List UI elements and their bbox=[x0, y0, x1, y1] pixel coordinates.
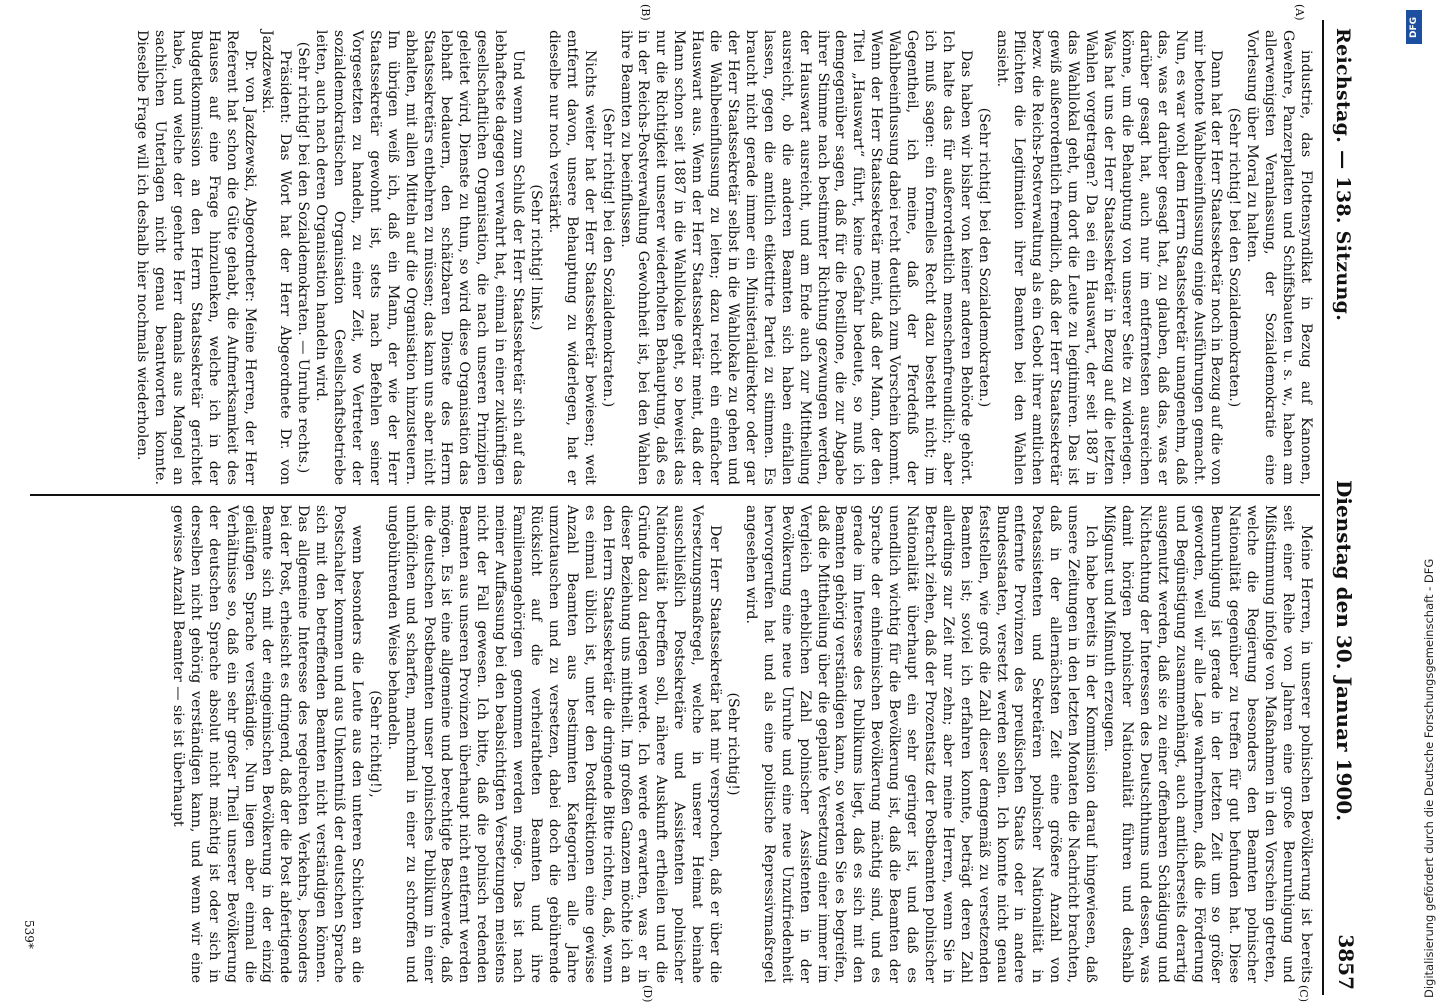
signature-mark: 539* bbox=[22, 920, 36, 949]
right-column-paragraph: wenn besonders die Leute aus den unteren Schichten an die Postschalter kommen und aus Unkenntniß der deutschen Sprache sich mit den betreffenden Beamten nicht verständigen können. Das allgemeine Interesse des regelrechten Verkehrs, besonders bei der Post, erheischt es dringend, daß der die Post abfertigende Beamte sich mit der eingeimischen Bevölkerung in der einzig geläufigen Sprache verständige. Nun liegen aber einmal die Verhältnisse so, daß ein sehr großer Theil unserer Bevölkerung der deutschen Sprache absolut nicht mächtig ist oder sich in derselben nicht gehörig verständigen kann, und wenn wir eine gewisse Anzahl Beamter — sie ist überhaupt bbox=[169, 505, 365, 983]
margin-marker-b: (B) bbox=[639, 4, 652, 21]
header-rule bbox=[1322, 20, 1324, 995]
left-column-paragraph: Nichts weiter hat der Herr Staatssekretär bewiesen; weit entfernt davon, unsere Behauptung zu widerlegen, hat er dieselbe nur noch verstärkt. bbox=[545, 30, 598, 485]
margin-marker-d: (D) bbox=[641, 985, 654, 1002]
left-column-paragraph: Dr. von Jazdzewski, Abgeordneter: Meine Herren, der Herr Referent hat schon die Güte gehabt, die Aufmerksamkeit des Hauses auf eine Frage hinzulenken, welche ich in der Budgetkommission an den Herrn Staatssekretär gerichtet habe, und welche der geehrte Herr damals aus Mangel an sachlichen Unterlagen nicht genau beantworten konnte. Dieselbe Frage will ich deshalb hier nochmals wiederholen. bbox=[134, 30, 258, 485]
left-column-paragraph: (Sehr richtig! bei den Sozialdemokraten. — Unruhe rechts.) bbox=[295, 41, 312, 474]
header-date: Dienstag den 30. Januar 1900. bbox=[1332, 480, 1356, 822]
right-column bbox=[168, 505, 1314, 983]
left-column-paragraph: (Sehr richtig! links.) bbox=[528, 184, 545, 331]
right-column-paragraph: Meine Herren, in unserer polnischen Bevölkerung ist bereits seit einer Reihe von Jahren eine große Beunruhigung und Mißstimmung infolge von Maßnahmen in den Vorschein getreten, welche die Regierung besonders den Beamten polnischer Nationalität gegenüber zu treffen für gut befunden hat. Diese Beunruhigung ist gerade in der letzten Zeit um so größer geworden, weil wir alle Lage wahrnehmen, daß die Förderung und Begünstigung zusammenhängt, auch amtlicherseits derartig ausgenutzt werden, daß sie zu einer offenbaren Schädigung und Nichtachtung der Interessen des Deutschthums und dessen, was damit hörigen polnischer Nationalität führen und deshalb Mißgunst und Mißmuth erzeugen. bbox=[1101, 505, 1314, 983]
right-column-paragraph: Der Herr Staatssekretär hat mir versprochen, daß er über die Versetzungsmaßregel, welche in unserer Heimat beinahe ausschließlich Postsekretäre und Assistenten polnischer Nationalität betreffen soll, nähere Auskunft ertheilen und die Gründe dazu darlegen werde. Ich werde erwarten, was er in dieser Beziehung uns mittheilt. Im großen Ganzen möchte ich an den Herrn Staatssekretär die dringende Bitte richten, daß, wenn es einmal üblich ist, unter den Postdirektionen eine gewisse Anzahl Beamten aus bestimmten Kategorien alle Jahre umzutauschen und zu versetzen, dabei doch die gebührende Rücksicht auf die verheiratheten Beamten und ihre Familienangehörigen genommen werden möge. Das ist nach meiner Auffassung bei den beabsichtigten Versetzungen meistens nicht der Fall gewesen. Ich bitte, daß die polnisch redenden Beamten aus unseren Provinzen überhaupt nicht entfernt werden mögen. Es ist eine allgemeine und berechtigte Beschwerde, daß die deutschen Postbeamten unser polnisches Publikum in einer unhöflichen und scharfen, manchmal in einer zu schroffen und ungebührenden Weise behandeln. bbox=[384, 505, 724, 983]
column-separator bbox=[30, 494, 1320, 496]
margin-marker-c: (C) bbox=[1297, 985, 1310, 1002]
header-left: Reichstag. — 138. Sitzung. bbox=[1332, 28, 1354, 322]
left-column-paragraph: Präsident: Das Wort hat der Herr Abgeordnete Dr. von Jazdzewski. bbox=[259, 30, 294, 485]
watermark-text: Digitalisierung gefördert durch die Deutsche Forschungsgemeinschaft - DFG bbox=[1422, 558, 1436, 998]
left-column-paragraph: (Sehr richtig! bei den Sozialdemokraten.) bbox=[1226, 107, 1243, 408]
document-page bbox=[2, 0, 1372, 1000]
right-column-paragraph: Ich habe bereits in der Kommission darauf hingewiesen, daß unsere Zeitungen in den letzten Monaten die Nachricht brachten, daß in der allernächsten Zeit eine größere Anzahl von Postassistenten und Sekretären polnischer Nationalität in entfernte Provinzen des preußischen Staats oder in andere Bundesstaaten, versetzt werden sollen. Ich konnte nicht genau feststellen, wie groß die Zahl dieser demgemäß zu versetzenden Beamten ist; soviel ich erfahren konnte, beträgt deren Zahl allerdings zur Zeit nur zehn; aber meine Herren, wenn Sie in Betracht ziehen, daß der Prozentsatz der Postbeamten polnischer Nationalität überhaupt ein sehr geringer ist, und daß es unendlich wichtig für die Bevölkerung ist, daß die Beamten der Sprache der einheimischen Bevölkerung mächtig sind, und es gerade im Interesse des Publikums liegt, daß es sich mit den Beamten gehörig verständigen kann, so werden Sie es begreifen, daß die Mittheilung über die geplante Versetzung einer immer im Vergleich erheblichen Zahl polnischer Assistenten in der Bevölkerung eine neue Unruhe und eine neue Unzufriedenheit hervorgerufen hat und als eine politische Repressivmaßregel angesehen wird. bbox=[742, 505, 1100, 983]
left-column-paragraph: industrie, das Flottensyndikat in Bezug auf Kanonen, Gewehre, Panzerplatten und Schiffsbauten u. s. w., haben am allerwenigsten Veranlassung, der Sozialdemokratie eine Vorlesung über Moral zu halten. bbox=[1244, 30, 1314, 485]
left-column-paragraph: (Sehr richtig! bei den Sozialdemokraten.) bbox=[975, 107, 992, 408]
left-column-paragraph: Dann hat der Herr Staatssekretär noch in Bezug auf die von mir betonte Wahlbeeinflussung einige Ausführungen gemacht. Nun, es war wohl dem Herrn Staatssekretär unangenehm, daß das, was er darüber gesagt hat, zu glauben, daß das, was er darüber gesagt hat, auch nur im entferntesten ausreichen könne, um die Behauptung von unserer Seite zu widerlegen. Was hat uns der Herr Staatssekretär in Bezug auf die letzten Wahlen vorgetragen? Da sei ein Hauswart, der seit 1887 in das Wahllokal geht, um dort die Leute zu legitimiren. Das ist gewiß außerordentlich fremdlich, daß der Herr Staatssekretär bezw. die Reichs-Postverwaltung als ein Gebot ihrer amtlichen Pflichten die Legitimation ihrer Beamten bei den Wahlen ansieht. bbox=[993, 30, 1225, 485]
left-column bbox=[132, 30, 1314, 485]
digitization-watermark bbox=[1404, 8, 1434, 998]
right-column-paragraph: (Sehr richtig!) bbox=[725, 692, 741, 796]
dfg-logo-icon: DFG bbox=[1406, 10, 1422, 44]
right-column-paragraph: (Sehr richtig!), bbox=[366, 690, 383, 798]
left-column-paragraph: Und wenn zum Schluß der Herr Staatssekretär sich auf das lebhafteste dagegen verwahrt hat, einmal in einer zukünftigen gesellschaftlichen Organisation, die nach unseren Prinzipien geleitet wird, Dienste zu thun, so wird diese Organisation das lebhaft bedauern, den schätzbaren Dienste des Herrn Staatssekretärs entbehren zu müssen; das kann uns aber nicht abhalten, mit allen Mitteln auf die Organisation hinzusteuern. Im übrigen weiß ich, daß ein Mann, der wie der Herr Staatssekretär gewohnt ist, stets nach Befehlen seiner Vorgesetzten zu handeln, zu einer Zeit, wo Vertreter der sozialdemokratischen Organisation Gesellschaftsbetriebe leiten, auch nach deren Organisation handeln wird. bbox=[313, 30, 527, 485]
left-column-paragraph: (Sehr richtig! bei den Sozialdemokraten.) bbox=[599, 107, 616, 408]
page-number: 3857 bbox=[1334, 934, 1358, 990]
page-header bbox=[1324, 0, 1362, 1000]
margin-marker-a: (A) bbox=[1293, 4, 1306, 21]
left-column-paragraph: Das haben wir bisher von keiner anderen Behörde gehört. Ich halte das für außerordentlich menschenfreundlich; aber ich muß sagen: ein formelles Recht dazu besteht nicht; im Gegentheil, ich meine, daß der Pferdefuß der Wahlbeeinflussung dabei recht deutlich zum Vorschein kommt. Wenn der Herr Staatssekretär meint, daß der Mann, der den Titel „Hauswart“ führt, keine Gefahr bedeute, so muß ich demgegenüber sagen, daß für die Postillone, die zur Abgabe ihrer Stimme nach bestimmter Richtung gezwungen werden, der Hauswart ausreicht, und am Ende auch zur Mittheilung ausreicht, ob die anderen Beamten sich haben einfallen lassen, gegen die amtlich etikettirte Partei zu stimmen. Es braucht nicht gerade immer ein Ministerialdirektor oder gar der Herr Staatssekretär selbst in die Wahllokale zu gehen und die Wahlbeeinflussung zu leiten; dazu reicht ein einfacher Hauswart aus. Wenn der Herr Staatssekretär meint, daß der Mann schon seit 1887 in die Wahllokale geht, so beweist das nur die Richtigkeit unserer wiederholten Behauptung, daß es in der Reichs-Postverwaltung Gewohnheit ist, bei den Wahlen ihre Beamten zu beeinflussen. bbox=[617, 30, 974, 485]
